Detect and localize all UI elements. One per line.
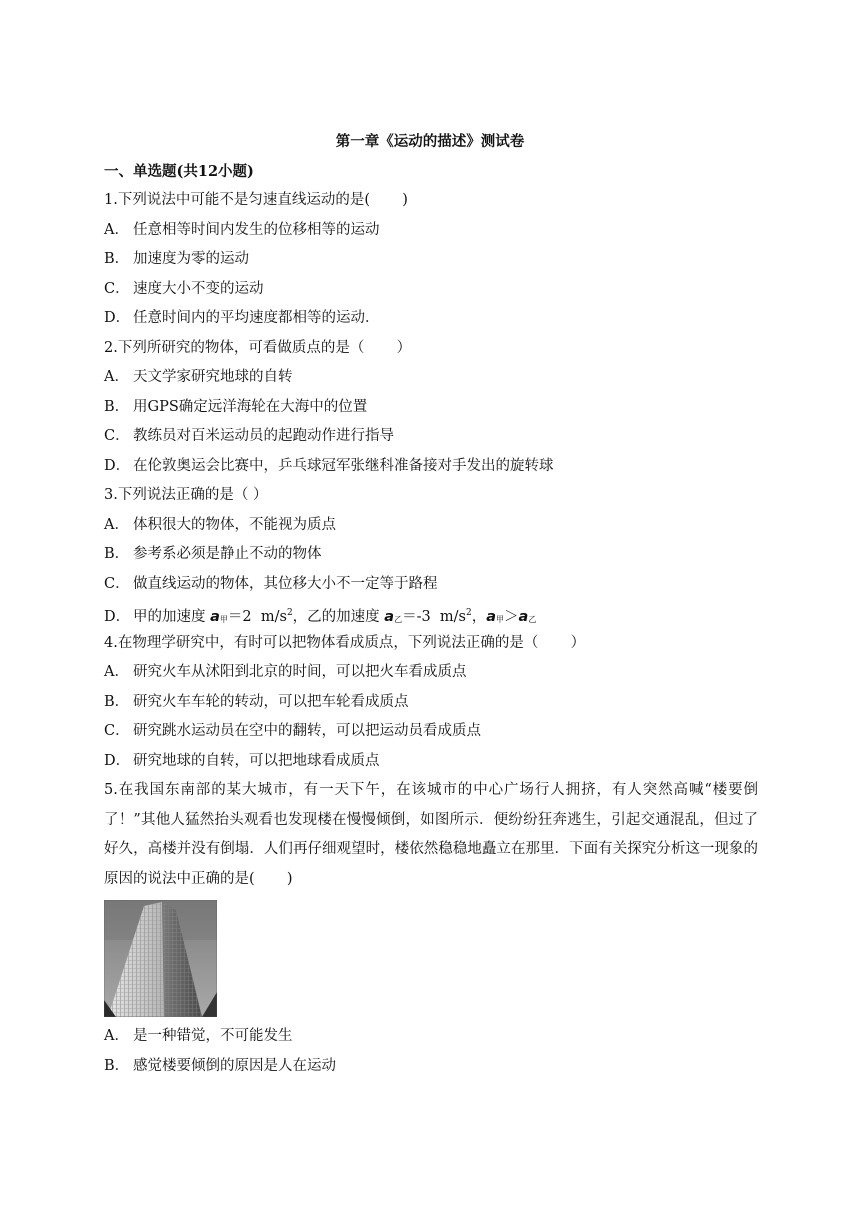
option-letter: A． (104, 1028, 129, 1044)
option-letter: A． (104, 516, 129, 533)
option-text: 加速度为零的运动 (133, 251, 249, 267)
formula-text: 甲的加速度 (133, 608, 211, 625)
answer-option (104, 1052, 758, 1082)
question-stem: 2.下列所研究的物体，可看做质点的是（ ） (104, 339, 412, 356)
answer-option (104, 747, 758, 777)
answer-option (104, 570, 758, 600)
option-text: 教练员对百米运动员的起跑动作进行指导 (133, 428, 394, 444)
answer-option (104, 275, 758, 305)
option-text: 是一种错觉，不可能发生 (133, 1028, 293, 1044)
option-text: 做直线运动的物体，其位移大小不一定等于路程 (133, 575, 438, 592)
formula-text: ， (471, 608, 487, 625)
question-stem: 4.在物理学研究中，有时可以把物体看成质点，下列说法正确的是（ ） (104, 634, 586, 651)
answer-option (104, 688, 758, 718)
option-text: 研究火车车轮的转动，可以把车轮看成质点 (133, 693, 409, 710)
section-heading: 一、单选题(共12小题) (104, 163, 254, 180)
superscript-2: 2 (286, 608, 293, 618)
answer-option-formula (104, 599, 758, 629)
answer-option (104, 216, 758, 246)
option-letter: C． (104, 575, 130, 592)
subscript-jia: 甲 (219, 614, 228, 624)
option-text: 任意时间内的平均速度都相等的运动． (133, 310, 380, 326)
option-text: 任意相等时间内发生的位移相等的运动 (133, 221, 380, 238)
question-stem: 5.在我国东南部的某大城市，有一天下午，在该城市的中心广场行人拥挤，有人突然高喊“楼要倒了！”其他人猛然抬头观看也发现楼在慢慢倾倒，如图所示．便纷纷狂奔逃生，引起交通混乱，但过了好久，高楼并没有倒塌．人们再仔细观望时，楼依然稳稳地矗立在那里．下面有关探究分析这一现象的原因的说法中正确的是( ) (104, 782, 758, 887)
option-letter: A． (104, 369, 129, 385)
answer-option (104, 452, 758, 482)
page-title: 第一章《运动的描述》测试卷 (335, 133, 525, 150)
answer-option (104, 658, 758, 688)
option-letter: D． (104, 457, 131, 474)
option-letter: B． (104, 1057, 130, 1074)
answer-option (104, 304, 758, 334)
option-text: 参考系必须是静止不动的物体 (133, 546, 322, 562)
accel-symbol: a (384, 608, 395, 625)
answer-option (104, 1022, 758, 1052)
option-text: 天文学家研究地球的自转 (133, 369, 293, 385)
greater-than: ＞ (504, 608, 519, 625)
option-text: 感觉楼要倾倒的原因是人在运动 (133, 1057, 336, 1074)
formula-text: ＝2 m/s (227, 608, 287, 625)
answer-option (104, 540, 758, 570)
option-text: 体积很大的物体，不能视为质点 (133, 516, 336, 533)
question-list (104, 186, 758, 1081)
superscript-2: 2 (466, 608, 472, 618)
question-stem: 1.下列说法中可能不是匀速直线运动的是( ) (104, 192, 408, 208)
formula-text: ＝-3 m/s (402, 608, 466, 625)
option-letter: B． (104, 251, 130, 267)
subscript-yi: 乙 (394, 614, 403, 624)
formula-text: ，乙的加速度 (292, 608, 385, 625)
answer-option (104, 363, 758, 393)
option-letter: A． (104, 221, 129, 238)
option-letter: A． (104, 664, 129, 680)
subscript-yi: 乙 (528, 614, 537, 624)
option-text: 速度大小不变的运动 (133, 280, 264, 297)
tilted-building-photo (104, 900, 217, 1017)
answer-option (104, 393, 758, 423)
option-text: 用GPS确定远洋海轮在大海中的位置 (133, 398, 368, 415)
option-letter: C． (104, 723, 130, 739)
option-letter: B． (104, 546, 130, 562)
answer-option (104, 717, 758, 747)
question-stem: 3.下列说法正确的是（ ） (104, 487, 268, 503)
option-text: 研究跳水运动员在空中的翻转，可以把运动员看成质点 (133, 723, 481, 739)
accel-symbol: a (210, 608, 220, 625)
answer-option (104, 511, 758, 541)
option-letter: C． (104, 280, 130, 297)
option-text: 研究地球的自转，可以把地球看成质点 (133, 752, 380, 769)
accel-symbol: a (486, 608, 497, 625)
subscript-jia: 甲 (496, 614, 505, 624)
option-letter: D． (104, 608, 131, 625)
option-letter: D． (104, 752, 131, 769)
option-letter: B． (104, 398, 130, 415)
option-letter: D． (104, 310, 131, 326)
answer-option (104, 422, 758, 452)
option-letter: B． (104, 693, 130, 710)
option-letter: C． (104, 428, 130, 444)
option-text: 研究火车从沭阳到北京的时间，可以把火车看成质点 (133, 664, 467, 680)
accel-symbol: a (518, 608, 529, 625)
option-text: 在伦敦奥运会比赛中，乒乓球冠军张继科准备接对手发出的旋转球 (133, 457, 554, 474)
answer-option (104, 245, 758, 275)
